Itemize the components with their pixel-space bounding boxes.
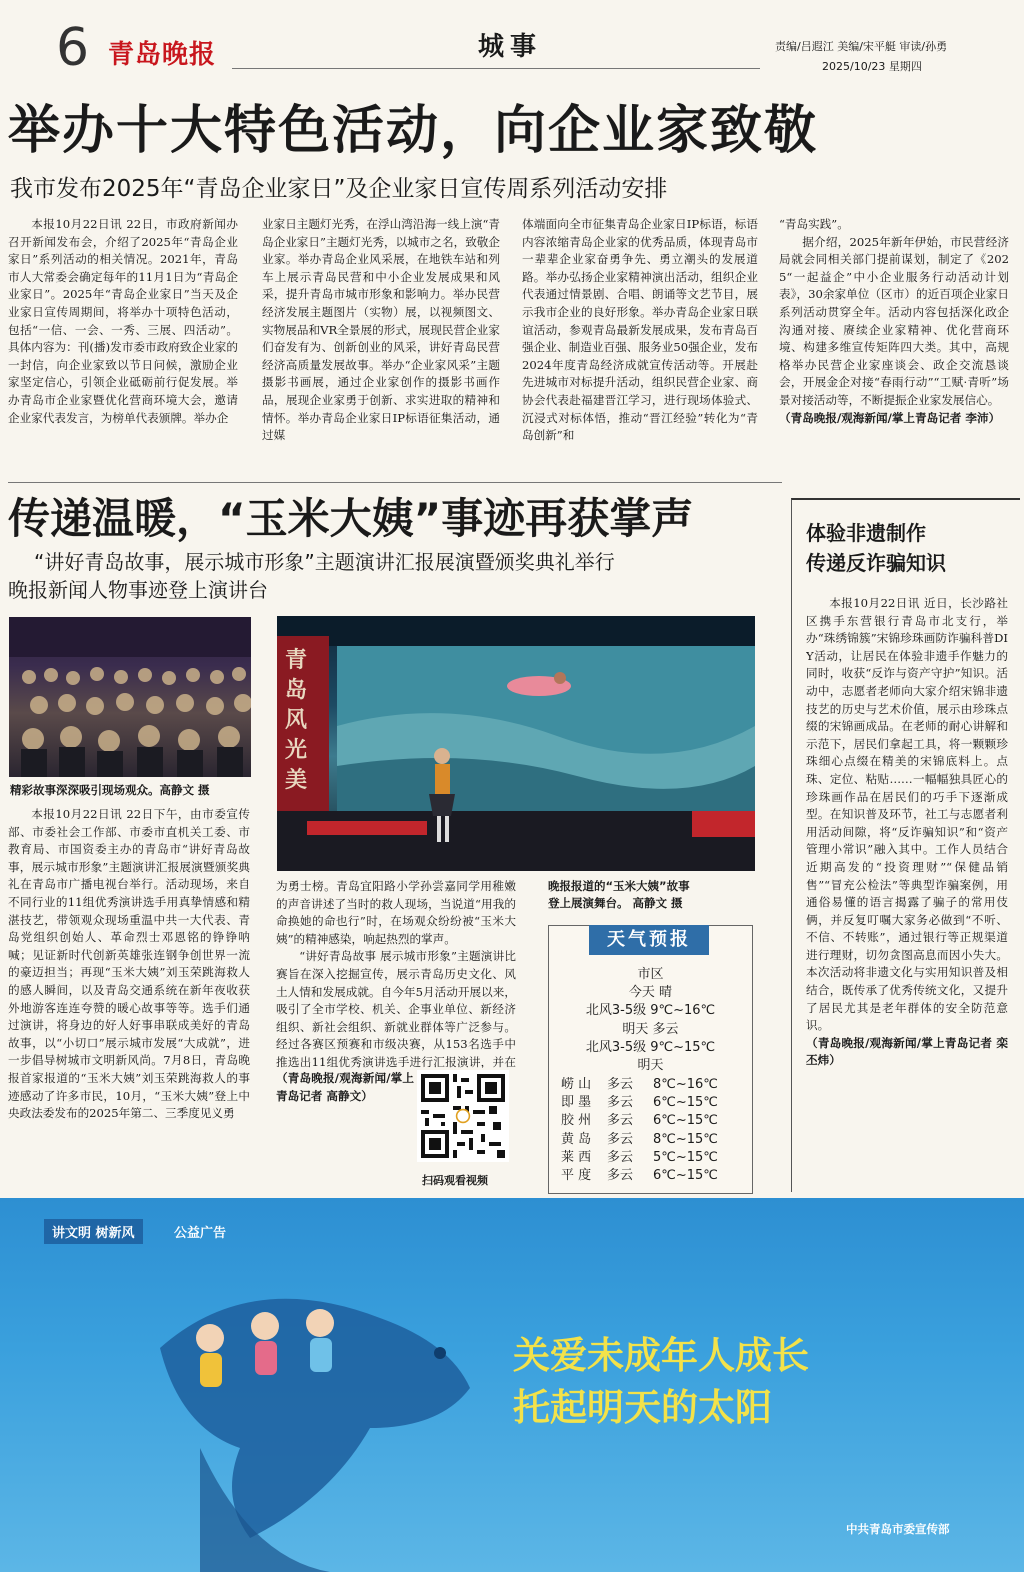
- weather-city-row: 黄 岛 多云 8℃~15℃: [561, 1132, 718, 1147]
- story1-col1: 本报10月22日讯 22日，市政府新闻办召开新闻发布会，介绍了2025年“青岛企业家日”系列活动的相关情况。2021年，青岛市人大常委会确定每年的11月1日为“青岛企业家日”。2025年“青岛企业家日”当天及企业家日宣传周期间，将举办十项特色活动，包括“一信、一会、一秀、三展、四活动”。具体内容为：刊(播)发市委市政府致企业家的一封信，向企业家致以节日问候，激励企业家坚定信心，引领企业砥砺前行促发展。举办青岛市企业家暨优化营商环境大会，邀请企业家代表发言，为榜单代表颁牌。举办企: [8, 217, 238, 425]
- stage-photo-caption-2: 登上展演舞台。 高静文 摄: [548, 896, 683, 910]
- sidebar-body: 本报10月22日讯 近日，长沙路社区携手东营银行青岛市北支行，举办“珠绣锦簇”宋锦珍珠画防诈骗科普DIY活动，让居民在体验非遗手作魅力的同时，收获“反诈与资产守护”知识。活动中，志愿者老师向大家介绍宋锦非遗技艺的历史与艺术价值，展示由珍珠点缀的宋锦画成品。在老师的耐心讲解和示范下，居民们拿起工具，将一颗颗珍珠细心点缀在精美的宋锦底料上。点珠、定位、粘贴……一幅幅独具匠心的珍珠画作品在居民们的巧手下逐渐成型。在知识普及环节，社工与志愿者利用活动间隙，将“反诈骗知识”和“资产管理小常识”融入其中。工作人员结合近期高发的“投资理财”“保健品销售”“冒充公检法”等典型诈骗案例，用通俗易懂的语言揭露了骗子的常用伎俩，并反复叮嘱大家务必做到“不听、不信、不转账”，通过银行等正规渠道进行理财，切勿贪图高息而因小失大。本次活动将非遗文化与实用知识普及相结合，既传承了优秀传统文化，又提升了居民尤其是老年群体的安全防范意识。 （青岛晚报/观海新闻/掌上青岛记者 栾丕炜）: [806, 595, 1008, 1193]
- story1-credit: （青岛晚报/观海新闻/掌上青岛记者 李沛）: [779, 410, 1001, 425]
- story1-headline: 举办十大特色活动，向企业家致敬: [8, 101, 819, 161]
- section-title: 城事: [478, 32, 543, 62]
- stage-photo-caption-1: 晚报报道的“玉米大姨”故事: [548, 879, 690, 893]
- weather-city-row: 平 度 多云 6℃~15℃: [561, 1168, 718, 1183]
- masthead-logo: 青岛晚报: [108, 40, 217, 70]
- weather-city-row: 崂 山 多云 8℃~16℃: [561, 1077, 718, 1092]
- issue-date: 2025/10/23 星期四: [822, 60, 922, 73]
- ad-kind: 公益广告: [174, 1226, 227, 1241]
- story1-col2: 业家日主题灯光秀，在浮山湾沿海一线上演“青岛企业家日”主题灯光秀，以城市之名，致敬企业家。举办青岛企业风采展，在地铁车站和列车上展示青岛民营和中小企业发展成果和风采，提升青岛市城市形象和影响力。举办民营经济发展主题图片（实物）展，以视频图文、实物展品和VR全景展的形式，展现民营企业家们奋发有为、创新创业的风采，讲好青岛民营经济高质量发展故事。举办“企业家风采”主题摄影书画展，通过企业家创作的摄影书画作品，展现企业家勇于创新、求实进取的精神和情怀。举办青岛企业家日IP标语征集活动，通过媒: [262, 217, 500, 443]
- story2-col1: 本报10月22日讯 22日下午，由市委宣传部、市委社会工作部、市委市直机关工委、市教育局、市国资委主办的青岛市“讲好青岛故事，展示城市形象”主题演讲汇报展演暨颁奖典礼在青岛市广播电视台举行。活动现场，来自不同行业的11组优秀演讲选手用真挚情感和精湛技艺，带领观众现场重温中共一大代表、青岛党组织创始人、革命烈士邓恩铭的铮铮呐喊；见证新时代创新英雄张连钢争创世界一流的豪迈担当；再现“玉米大姨”刘玉荣跳海救人的感人瞬间，以及青岛交通系统在新年夜收获外地游客连连夸赞的暖心故事等等。选手们通过演讲，将身边的好人好事串联成美好的青岛故事，以“小切口”展示城市发展“大成就”，进一步倡导树城市文明新风尚。7月8日，青岛晚报首家报道的“玉米大姨”刘玉荣跳海救人的事迹感动了许多市民，10月，“玉米大姨”登上中央政法委发布的2025年第二、三季度见义勇: [8, 807, 250, 1121]
- sidebar-headline-2: 传递反诈骗知识: [806, 551, 946, 575]
- editors-line: 责编/吕遐江 美编/宋平艇 审读/孙勇: [775, 40, 948, 53]
- qr-caption: 扫码观看视频: [422, 1174, 488, 1187]
- audience-photo: [9, 617, 251, 777]
- page-number: 6: [56, 18, 90, 78]
- audience-photo-caption: 精彩故事深深吸引现场观众。高静文 摄: [10, 783, 210, 797]
- ad-tag: 讲文明 树新风: [44, 1219, 143, 1244]
- stage-photo: [277, 616, 755, 871]
- weather-today: 今天 晴: [628, 985, 673, 1000]
- sidebar-headline: 体验非遗制作: [806, 521, 926, 545]
- weather-city-row: 即 墨 多云 6℃~15℃: [561, 1095, 718, 1110]
- weather-city-row: 莱 西 多云 5℃~15℃: [561, 1150, 718, 1165]
- header-rule: [232, 68, 760, 69]
- story2-headline: 传递温暖，“玉米大姨”事迹再获掌声: [8, 494, 694, 543]
- ad-organization: 中共青岛市委宣传部: [846, 1522, 950, 1536]
- sidebar-credit: （青岛晚报/观海新闻/掌上青岛记者 栾丕炜）: [806, 1035, 1008, 1068]
- public-service-ad: [0, 1198, 1024, 1572]
- qr-code[interactable]: [417, 1070, 509, 1162]
- story2-subhead-2: 晚报新闻人物事迹登上演讲台: [8, 578, 268, 602]
- story2-subhead: “讲好青岛故事，展示城市形象”主题演讲汇报展演暨颁奖典礼举行: [34, 550, 615, 574]
- story1-col4: “青岛实践”。 据介绍，2025年新年伊始，市民营经济局就会同相关部门提前谋划，制定了《2025“一起益企”中小企业服务行动活动计划表》，30余家单位（区市）的近百项企业家日系列活动贯穿全年。活动内容包括深化政企沟通对接、赓续企业家精神、优化营商环境、构建多维宣传矩阵四大类。其中，高规格举办民营企业家座谈会、政企交流恳谈会，开展金企对接“春雨行动”“工赋·青听”场景对接活动等，不断提振企业家发展信心。 （青岛晚报/观海新闻/掌上青岛记者 李沛）: [779, 216, 1009, 478]
- weather-box: [548, 925, 753, 1194]
- story1-rule: [8, 482, 782, 483]
- weather-today-wind: 北风3-5级 9℃~16℃: [585, 1003, 716, 1018]
- story2-credit: （青岛晚报/观海新闻/掌上青岛记者 高静文）: [276, 1071, 414, 1103]
- weather-tomorrow-label: 明天: [637, 1058, 664, 1073]
- weather-region: 市区: [637, 967, 664, 982]
- story1-col3: 体端面向全市征集青岛企业家日IP标语，标语内容浓缩青岛企业家的优秀品质，体现青岛市一辈辈企业家奋勇争先、勇立潮头的发展道路。举办弘扬企业家精神演出活动，组织企业代表通过情景剧、合唱、朗诵等文艺节目，展示我市企业的良好形象。举办青岛企业家日联谊活动，参观青岛最新发展成果，发布青岛百强企业、制造业百强、服务业50强企业，发布2024年度青岛经济成就宣传活动等。开展赴先进城市对标提升活动，组织民营企业家、商协会代表赴福建晋江学习，进行现场体验式、沉浸式对标体悟，推动“晋江经验”转化为“青岛创新”和: [522, 217, 758, 443]
- weather-title: 天气预报: [589, 925, 709, 955]
- weather-city-row: 胶 州 多云 6℃~15℃: [561, 1113, 718, 1128]
- stage-screen-text: 青岛风光美: [285, 648, 308, 793]
- weather-tomorrow-wind: 北风3-5级 9℃~15℃: [585, 1040, 716, 1055]
- ad-slogan-2: 托起明天的太阳: [513, 1386, 772, 1429]
- ad-slogan-1: 关爱未成年人成长: [513, 1334, 809, 1377]
- story2-col2: 为勇士榜。青岛宜阳路小学孙尝嘉同学用稚嫩的声音讲述了当时的救人现场，当说道“用我的命换她的命也行”时，在场观众纷纷被“玉米大姨”的精神感染，响起热烈的掌声。 “讲好青岛故事 展示城市形象”主题演讲比赛旨在深入挖掘宣传，展示青岛历史文化、风土人情和发展成就。自今年5月活动开展以来，吸引了全市学校、机关、企事业单位、新经济组织、新社会组织、新就业群体等广泛参与。经过各赛区预赛和市级决赛，从153名选手中推选出11组优秀演讲选手进行汇报演讲，并在: [276, 879, 516, 1068]
- weather-tomorrow: 明天 多云: [622, 1022, 679, 1037]
- story1-subhead: 我市发布2025年“青岛企业家日”及企业家日宣传周系列活动安排: [10, 176, 668, 202]
- story2-col2-tail: [276, 1070, 414, 1192]
